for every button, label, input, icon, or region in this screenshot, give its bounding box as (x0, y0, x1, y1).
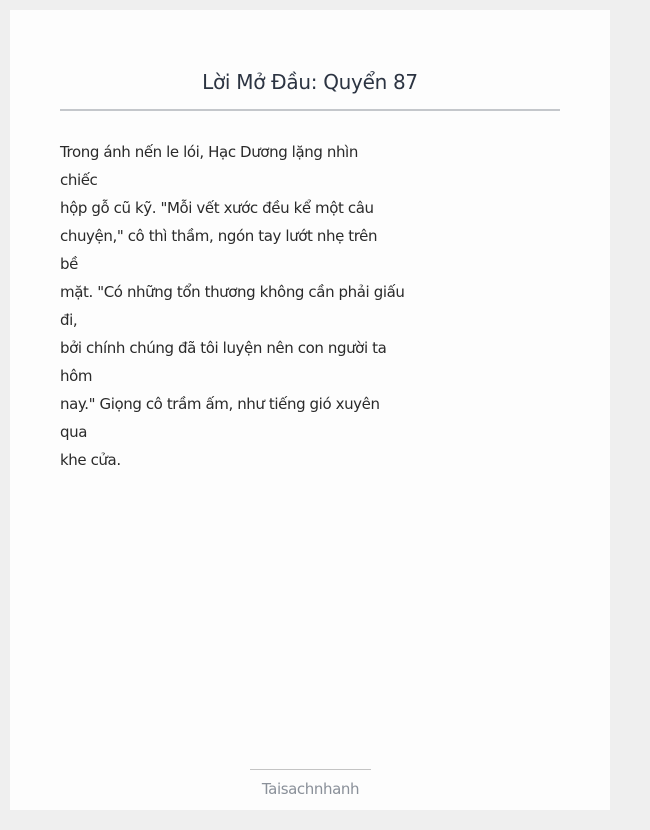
text-line: chuyện," cô thì thầm, ngón tay lướt nhẹ trên (60, 227, 378, 245)
document-page (10, 10, 610, 810)
text-line: đi, (60, 311, 78, 329)
text-line: qua (60, 423, 88, 441)
text-line: bởi chính chúng đã tôi luyện nên con người ta (60, 339, 387, 357)
text-line: chiếc (60, 171, 98, 189)
text-line: Trong ánh nến le lói, Hạc Dương lặng nhìn (60, 143, 358, 161)
footer-text: Taisachnhanh (261, 780, 360, 798)
title-divider (60, 109, 560, 111)
body-text (60, 138, 420, 474)
text-line: khe cửa. (60, 451, 121, 469)
footer-divider (250, 769, 371, 770)
text-line: hộp gỗ cũ kỹ. "Mỗi vết xước đều kể một câu (60, 199, 374, 217)
text-line: bề (60, 255, 78, 273)
page-title: Lời Mở Đầu: Quyển 87 (202, 70, 418, 94)
text-line: hôm (60, 367, 93, 385)
text-line: mặt. "Có những tổn thương không cần phải giấu (60, 283, 405, 301)
text-line: nay." Giọng cô trầm ấm, như tiếng gió xuyên (60, 395, 380, 413)
